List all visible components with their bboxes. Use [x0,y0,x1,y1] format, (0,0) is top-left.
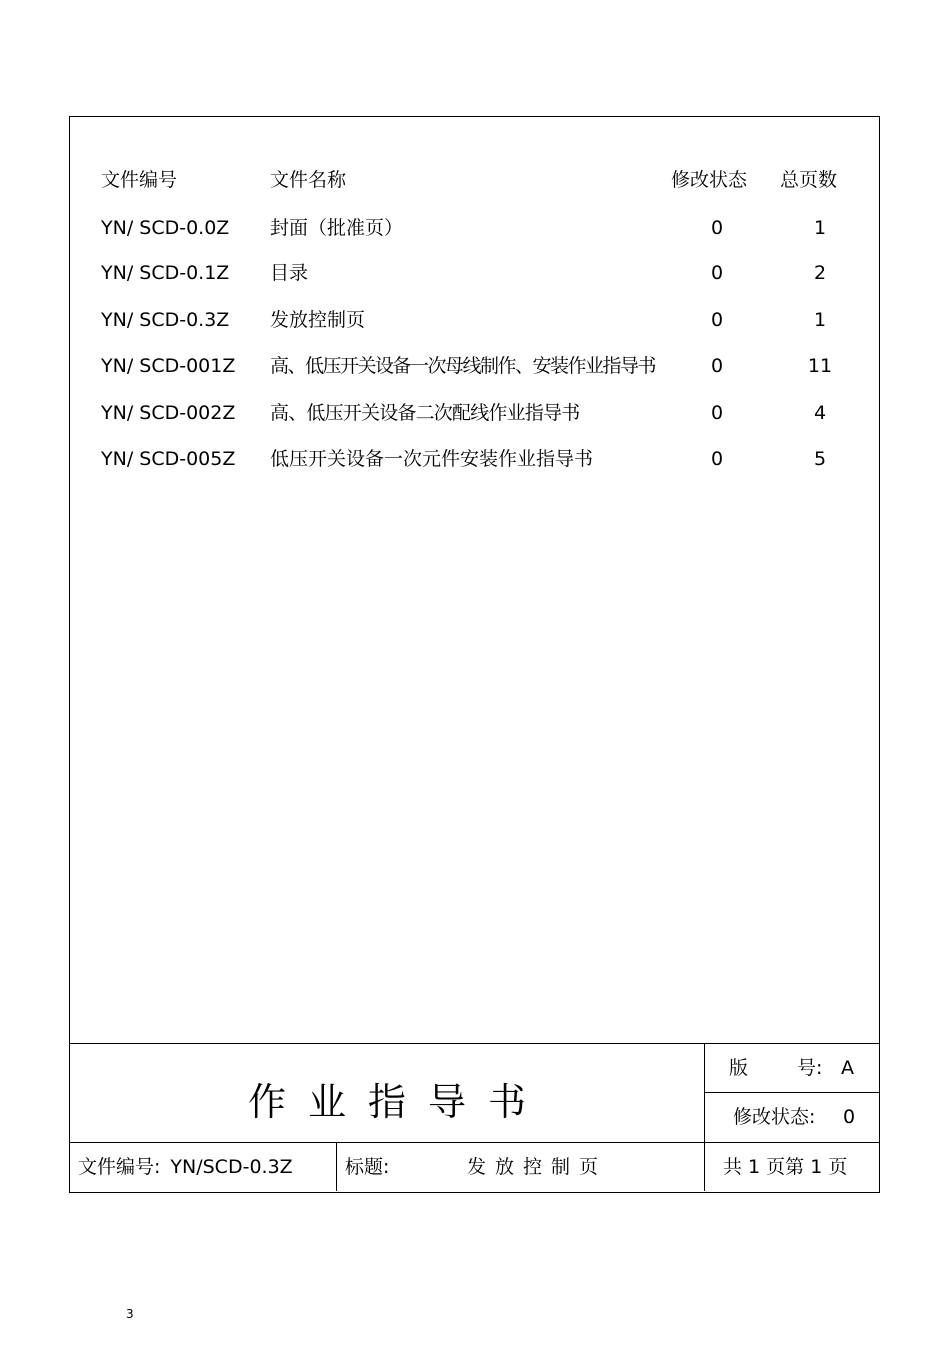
document-code-label: 文件编号: [78,1156,161,1178]
row-name: 发放控制页 [270,309,366,331]
version-value: A [841,1057,854,1079]
subject-cell [337,1143,705,1191]
row-name: 封面（批准页） [270,217,404,239]
row-pages: 5 [813,448,827,470]
revision-row [705,1093,879,1142]
subject-value: 发放控制页 [467,1156,608,1178]
row-code: YN/ SCD-0.1Z [101,262,230,284]
header-revision: 修改状态 [671,169,748,191]
revision-label: 修改状态: [733,1106,816,1128]
row-code: YN/ SCD-005Z [101,448,236,470]
row-code: YN/ SCD-0.3Z [101,309,230,331]
header-name: 文件名称 [270,169,347,191]
document-frame [69,116,880,1193]
row-pages: 1 [813,309,827,331]
row-code: YN/ SCD-0.0Z [101,217,230,239]
title-block-side [705,1044,879,1143]
row-revision: 0 [710,309,724,331]
row-revision: 0 [710,217,724,239]
row-name: 高、低压开关设备一次母线制作、安装作业指导书 [270,355,656,377]
version-label-1: 版 [729,1057,749,1079]
title-block-bottom [70,1143,879,1191]
version-label-2: 号: [797,1057,823,1079]
title-block [70,1043,879,1192]
row-name: 低压开关设备一次元件安装作业指导书 [270,448,594,470]
row-code: YN/ SCD-002Z [101,402,236,424]
document-row [70,305,879,335]
row-pages: 11 [807,355,833,377]
version-row [705,1044,879,1093]
document-row [70,213,879,243]
document-row [70,351,879,381]
document-code-value: YN/SCD-0.3Z [170,1156,293,1178]
document-list-header [70,165,879,195]
row-revision: 0 [710,355,724,377]
document-code-cell [70,1143,337,1191]
title-block-main [70,1044,705,1143]
document-row [70,398,879,428]
subject-label: 标题: [345,1156,390,1178]
document-type-title: 作业指导书 [247,1079,548,1124]
document-row [70,444,879,474]
row-revision: 0 [710,402,724,424]
revision-value: 0 [843,1106,856,1128]
row-revision: 0 [710,262,724,284]
page-count-text: 共 1 页第 1 页 [723,1156,848,1178]
row-revision: 0 [710,448,724,470]
header-pages: 总页数 [780,169,838,191]
header-code: 文件编号 [101,169,178,191]
row-pages: 4 [813,402,827,424]
row-code: YN/ SCD-001Z [101,355,236,377]
row-name: 目录 [270,262,309,284]
row-pages: 1 [813,217,827,239]
page-number: 3 [126,1307,134,1321]
page-count-cell [705,1143,879,1191]
row-name: 高、低压开关设备二次配线作业指导书 [270,402,580,424]
row-pages: 2 [813,262,827,284]
document-row [70,258,879,288]
